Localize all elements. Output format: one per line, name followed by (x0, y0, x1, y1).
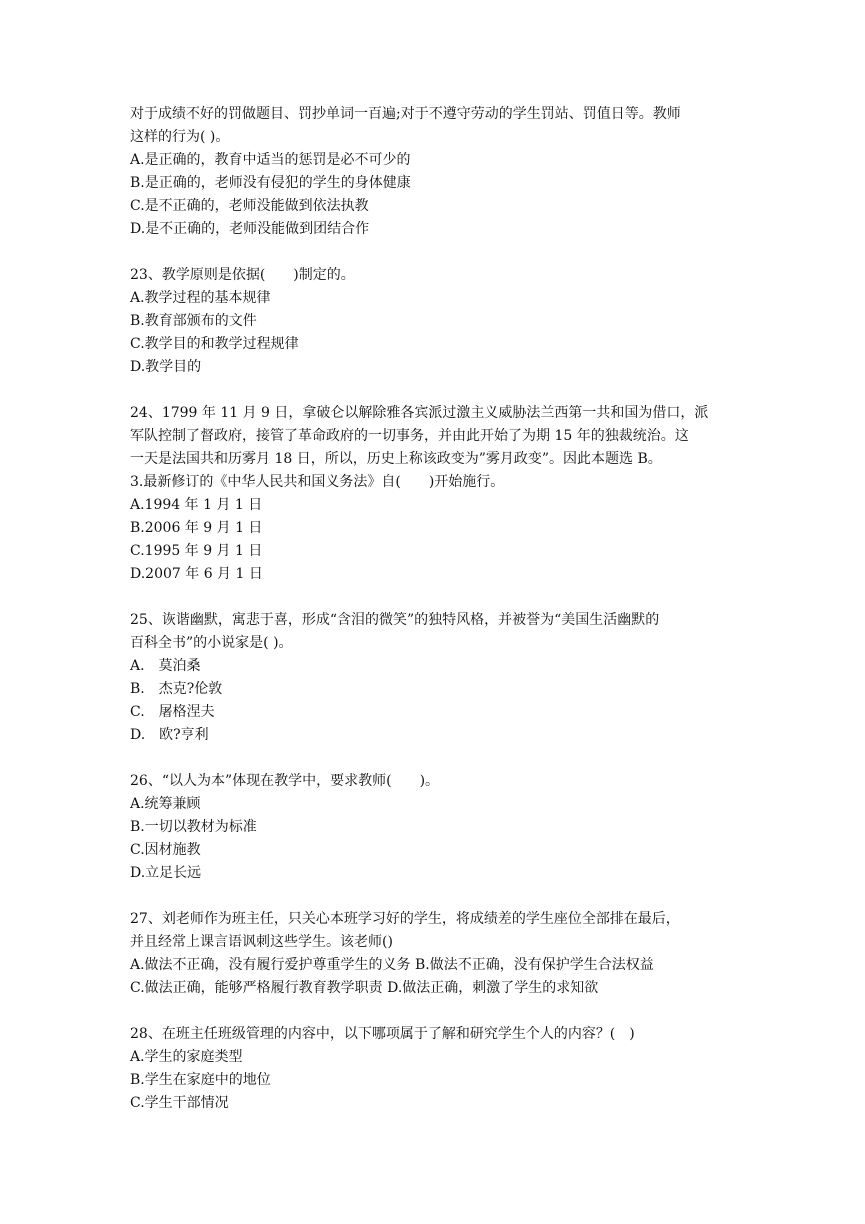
text-line: A.做法不正确，没有履行爱护尊重学生的义务 B.做法不正确，没有保护学生合法权益 (130, 957, 654, 973)
text-line: 百科全书”的小说家是( )。 (130, 635, 293, 651)
text-line: 3.最新修订的《中华人民共和国义务法》自( )开始施行。 (130, 474, 505, 490)
text-line: B. 杰克?伦敦 (130, 681, 223, 697)
text-line: A. 莫泊桑 (130, 658, 201, 674)
text-line: D.2007 年 6 月 1 日 (130, 566, 263, 582)
text-line: B.2006 年 9 月 1 日 (130, 520, 263, 536)
text-line: C.因材施教 (130, 842, 201, 858)
text-line: A.1994 年 1 月 1 日 (130, 497, 263, 513)
text-line: A.统筹兼顾 (130, 796, 201, 812)
text-line: C.学生干部情况 (130, 1095, 229, 1111)
question-block (130, 402, 770, 586)
question-text-line: 对于成绩不好的罚做题目、罚抄单词一百遍;对于不遵守劳动的学生罚站、罚值日等。教师 (130, 106, 681, 122)
question-block (130, 264, 770, 379)
text-line: C.1995 年 9 月 1 日 (130, 543, 263, 559)
text-line: 这样的行为( )。 (130, 129, 230, 145)
question-text-line: 26、“以人为本”体现在教学中，要求教师( )。 (130, 773, 440, 789)
text-line: D.是不正确的，老师没能做到团结合作 (130, 221, 370, 237)
question-text-line: 25、诙谐幽默，寓悲于喜，形成“含泪的微笑”的独特风格，并被誉为“美国生活幽默的 (130, 612, 660, 628)
text-line: B.学生在家庭中的地位 (130, 1072, 271, 1088)
text-line: B.教育部颁布的文件 (130, 313, 257, 329)
text-line: B.是正确的，老师没有侵犯的学生的身体健康 (130, 175, 411, 191)
question-block (130, 770, 770, 885)
text-line: A.学生的家庭类型 (130, 1049, 243, 1065)
question-text-line: 24、1799 年 11 月 9 日，拿破仑以解除雅各宾派过激主义威胁法兰西第一共和国为借口，派 (130, 405, 709, 421)
text-line: D. 欧?亨利 (130, 727, 209, 743)
text-line: C.是不正确的，老师没能做到依法执教 (130, 198, 369, 214)
text-line: B.一切以教材为标准 (130, 819, 257, 835)
text-line: C.教学目的和教学过程规律 (130, 336, 299, 352)
document-body (130, 103, 770, 1138)
question-block (130, 609, 770, 747)
text-line: C.做法正确，能够严格履行教育教学职责 D.做法正确，刺激了学生的求知欲 (130, 980, 599, 996)
question-text-line: 27、刘老师作为班主任，只关心本班学习好的学生，将成绩差的学生座位全部排在最后， (130, 911, 680, 927)
question-text-line: 23、教学原则是依据( )制定的。 (130, 267, 355, 283)
text-line: C. 屠格涅夫 (130, 704, 215, 720)
text-line: 并且经常上课言语讽刺这些学生。该老师() (130, 934, 393, 950)
text-line: D.立足长远 (130, 865, 202, 881)
text-line: A.是正确的，教育中适当的惩罚是必不可少的 (130, 152, 411, 168)
question-text-line: 28、在班主任班级管理的内容中，以下哪项属于了解和研究学生个人的内容？( ) (130, 1026, 635, 1042)
text-line: D.教学目的 (130, 359, 202, 375)
text-line: 一天是法国共和历雾月 18 日，所以，历史上称该政变为”雾月政变”。因此本题选 B。 (130, 451, 662, 467)
text-line: 军队控制了督政府，接管了革命政府的一切事务，并由此开始了为期 15 年的独裁统治。这 (130, 428, 689, 444)
question-block (130, 103, 770, 241)
text-line: A.教学过程的基本规律 (130, 290, 271, 306)
question-block (130, 1023, 770, 1115)
question-block (130, 908, 770, 1000)
